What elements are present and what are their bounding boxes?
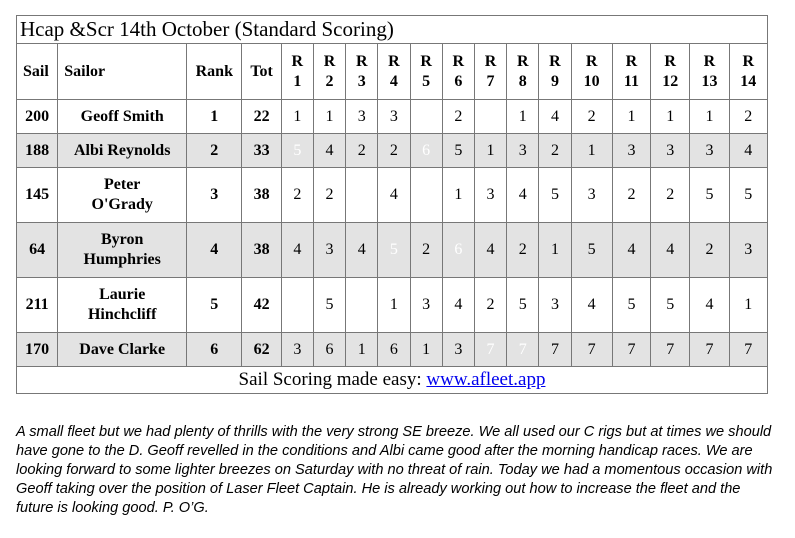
- race-score: 1: [539, 223, 571, 278]
- race-number: 7: [486, 72, 495, 90]
- header-race-8: [507, 44, 539, 100]
- race-number: 10: [583, 72, 600, 90]
- race-score: 5: [651, 278, 690, 333]
- race-score: 2: [612, 168, 650, 223]
- race-score: [346, 278, 378, 333]
- race-score: 1: [507, 100, 539, 134]
- header-sailor: Sailor: [58, 44, 187, 100]
- race-score: 4: [507, 168, 539, 223]
- race-score: 6: [378, 333, 410, 367]
- sailor-name-line: Albi Reynolds: [73, 141, 171, 159]
- race-score: 7: [474, 333, 506, 367]
- race-score: 6: [410, 134, 442, 168]
- race-number: 2: [325, 72, 334, 90]
- race-score: 3: [442, 333, 474, 367]
- race-score: 2: [378, 134, 410, 168]
- race-score: 2: [690, 223, 729, 278]
- race-score: 4: [690, 278, 729, 333]
- race-score: 7: [539, 333, 571, 367]
- footer-text: Sail Scoring made easy:: [238, 369, 427, 390]
- race-score: 7: [651, 333, 690, 367]
- race-score: 6: [442, 223, 474, 278]
- sailor-name-line: Peter: [103, 176, 141, 193]
- header-race-3: [346, 44, 378, 100]
- sailor-name-line: Dave Clarke: [79, 340, 166, 358]
- header-race-9: [539, 44, 571, 100]
- total-value: 38: [242, 168, 281, 223]
- rank-value: 1: [187, 100, 242, 134]
- race-score: 4: [474, 223, 506, 278]
- race-score: [410, 100, 442, 134]
- table-row: [17, 134, 768, 168]
- header-row: [17, 44, 768, 100]
- race-score: 3: [690, 134, 729, 168]
- race-score: 7: [690, 333, 729, 367]
- race-score: [410, 168, 442, 223]
- total-value: 42: [242, 278, 281, 333]
- race-score: [346, 168, 378, 223]
- race-score: 1: [612, 100, 650, 134]
- race-score: 4: [612, 223, 650, 278]
- race-score: 1: [410, 333, 442, 367]
- header-race-14: [729, 44, 767, 100]
- race-prefix: R: [355, 52, 368, 70]
- header-race-5: [410, 44, 442, 100]
- race-number: 14: [740, 72, 757, 90]
- race-number: 8: [518, 72, 527, 90]
- race-score: 5: [313, 278, 345, 333]
- race-prefix: R: [664, 52, 676, 70]
- race-score: 1: [690, 100, 729, 134]
- total-value: 38: [242, 223, 281, 278]
- race-notes: A small fleet but we had plenty of thrills with the very strong SE breeze. We all used our C rigs but at times we should have gone to the D. Geoff revelled in the conditions and Albi came good after the morning handicap races. We are looking forward to some lighter breezes on Saturday with no threat of rain. Today we had a momentous occasion with Geoff taking over the position of Laser Fleet Captain. He is already working out how to increase the fleet and the future is looking good. P. O’G.: [16, 424, 773, 516]
- sailor-name-line: Humphries: [83, 251, 161, 268]
- rank-value: 6: [187, 333, 242, 367]
- race-prefix: R: [388, 52, 400, 70]
- sailor-name: [58, 100, 187, 134]
- race-score: 3: [539, 278, 571, 333]
- sailor-name-line: O'Grady: [91, 196, 153, 213]
- rank-value: 4: [187, 223, 242, 278]
- race-prefix: R: [291, 52, 304, 70]
- table-row: [17, 168, 768, 223]
- header-race-1: [281, 44, 313, 100]
- race-number: 13: [701, 72, 718, 90]
- race-score: 4: [651, 223, 690, 278]
- race-score: 3: [410, 278, 442, 333]
- header-tot: Tot: [242, 44, 281, 100]
- race-score: 2: [507, 223, 539, 278]
- race-number: 12: [662, 72, 679, 90]
- race-score: 3: [729, 223, 767, 278]
- race-prefix: R: [703, 52, 716, 70]
- race-score: 1: [474, 134, 506, 168]
- race-score: 3: [281, 333, 313, 367]
- race-score: 4: [571, 278, 612, 333]
- race-score: 4: [729, 134, 767, 168]
- table-row: [17, 100, 768, 134]
- header-rank: Rank: [187, 44, 242, 100]
- race-number: 6: [454, 72, 463, 90]
- race-prefix: R: [516, 52, 529, 70]
- race-score: 2: [281, 168, 313, 223]
- race-score: 7: [612, 333, 650, 367]
- table-row: [17, 278, 768, 333]
- sailor-name-line: Laurie: [99, 286, 146, 303]
- rank-value: 2: [187, 134, 242, 168]
- race-score: 3: [571, 168, 612, 223]
- table-title: Hcap &Scr 14th October (Standard Scoring): [17, 16, 768, 44]
- race-prefix: R: [452, 52, 465, 70]
- footer-row: [17, 367, 768, 394]
- header-race-4: [378, 44, 410, 100]
- race-score: [281, 278, 313, 333]
- total-value: 22: [242, 100, 281, 134]
- race-score: 4: [281, 223, 313, 278]
- sailor-name: [58, 134, 187, 168]
- table-row: [17, 333, 768, 367]
- sailor-name: [58, 333, 187, 367]
- race-score: 4: [442, 278, 474, 333]
- race-score: 1: [346, 333, 378, 367]
- race-score: 3: [346, 100, 378, 134]
- race-score: 5: [442, 134, 474, 168]
- race-prefix: R: [742, 52, 755, 70]
- results-table: [16, 15, 768, 394]
- race-score: 5: [729, 168, 767, 223]
- race-score: 1: [313, 100, 345, 134]
- race-prefix: R: [585, 52, 598, 70]
- race-score: 2: [729, 100, 767, 134]
- total-value: 33: [242, 134, 281, 168]
- race-score: 2: [313, 168, 345, 223]
- sailor-name: [58, 278, 187, 333]
- header-race-12: [651, 44, 690, 100]
- race-score: 1: [651, 100, 690, 134]
- sail-number: 64: [17, 223, 58, 278]
- race-score: 3: [474, 168, 506, 223]
- race-score: 3: [313, 223, 345, 278]
- race-score: 7: [507, 333, 539, 367]
- header-race-13: [690, 44, 729, 100]
- race-score: 3: [612, 134, 650, 168]
- race-score: 3: [378, 100, 410, 134]
- rank-value: 3: [187, 168, 242, 223]
- race-score: 4: [378, 168, 410, 223]
- sail-number: 145: [17, 168, 58, 223]
- results-container: [16, 15, 768, 394]
- race-score: 6: [313, 333, 345, 367]
- sailor-name-line: Hinchcliff: [87, 306, 157, 323]
- race-score: 2: [571, 100, 612, 134]
- sailor-name: [58, 168, 187, 223]
- race-score: 1: [378, 278, 410, 333]
- race-score: 2: [346, 134, 378, 168]
- header-race-7: [474, 44, 506, 100]
- race-score: 5: [507, 278, 539, 333]
- race-score: 2: [651, 168, 690, 223]
- race-score: 5: [281, 134, 313, 168]
- race-score: 7: [729, 333, 767, 367]
- race-score: 3: [507, 134, 539, 168]
- sailor-name-line: Byron: [100, 231, 144, 248]
- sail-number: 211: [17, 278, 58, 333]
- race-number: 4: [389, 72, 398, 90]
- sailor-name-line: Geoff Smith: [80, 107, 164, 125]
- race-score: [474, 100, 506, 134]
- race-score: 2: [442, 100, 474, 134]
- rank-value: 5: [187, 278, 242, 333]
- race-score: 1: [729, 278, 767, 333]
- sail-number: 170: [17, 333, 58, 367]
- race-prefix: R: [484, 52, 497, 70]
- header-race-10: [571, 44, 612, 100]
- race-score: 4: [346, 223, 378, 278]
- race-prefix: R: [323, 52, 336, 70]
- header-race-2: [313, 44, 345, 100]
- race-score: 1: [571, 134, 612, 168]
- total-value: 62: [242, 333, 281, 367]
- header-race-6: [442, 44, 474, 100]
- race-score: 1: [281, 100, 313, 134]
- race-score: 3: [651, 134, 690, 168]
- afleet-link[interactable]: www.afleet.app: [426, 369, 546, 390]
- race-prefix: R: [625, 52, 638, 70]
- sailor-name: [58, 223, 187, 278]
- footer-cell: [17, 367, 768, 394]
- race-score: 2: [410, 223, 442, 278]
- race-score: 1: [442, 168, 474, 223]
- race-score: 4: [313, 134, 345, 168]
- race-prefix: R: [549, 52, 561, 70]
- race-prefix: R: [420, 52, 432, 70]
- race-score: 5: [612, 278, 650, 333]
- header-sail: Sail: [17, 44, 58, 100]
- race-number: 9: [550, 72, 559, 90]
- sail-number: 200: [17, 100, 58, 134]
- race-score: 5: [571, 223, 612, 278]
- race-number: 5: [422, 72, 431, 90]
- race-number: 11: [623, 72, 639, 90]
- race-score: 5: [690, 168, 729, 223]
- race-score: 4: [539, 100, 571, 134]
- race-score: 7: [571, 333, 612, 367]
- race-score: 5: [539, 168, 571, 223]
- race-score: 2: [474, 278, 506, 333]
- sail-number: 188: [17, 134, 58, 168]
- race-score: 2: [539, 134, 571, 168]
- race-number: 3: [357, 72, 366, 90]
- race-score: 5: [378, 223, 410, 278]
- table-row: [17, 223, 768, 278]
- header-race-11: [612, 44, 650, 100]
- race-number: 1: [293, 72, 302, 90]
